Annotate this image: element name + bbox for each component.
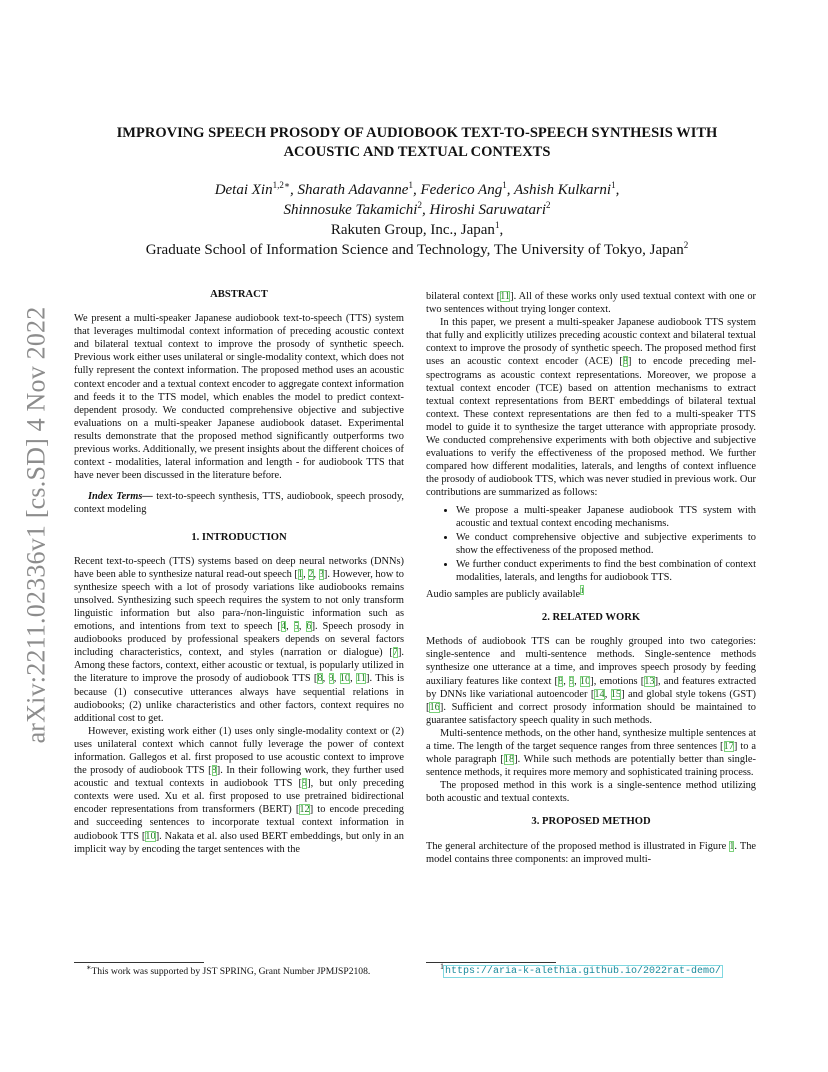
footnote-mark: 1 bbox=[440, 961, 444, 971]
affiliation: Graduate School of Information Science and Technology, The University of Tokyo, Japan bbox=[145, 242, 684, 258]
affiliation-line bbox=[74, 240, 760, 260]
footnote-funding bbox=[86, 962, 371, 977]
affil-mark: 2 bbox=[683, 240, 689, 250]
abstract-text: We present a multi-speaker Japanese audiobook text-to-speech (TTS) system that leverages multimodal context information of preceding acoustic context and bilateral textual context to improve the prosody of synthetic speech. Previous work either uses unilateral or single-modality context, which does not fully represent the context information. The proposed method uses an acoustic context encoder and a textual context encoder to aggregate context information and feeds it to the TTS model, which enables the model to predict context-dependent prosody. We conducted comprehensive objective and subjective evaluations on a multi-speaker Japanese audiobook dataset. Experimental results demonstrate that the proposed method significantly outperforms two previous works. Additionally, we present insights about the different choices of context - modalities, lateral information and length - for audiobook TTS that have never been discussed in the literature before. bbox=[74, 313, 404, 482]
author-name: Detai Xin bbox=[214, 182, 273, 198]
citation-link[interactable]: 5 bbox=[293, 621, 299, 633]
left-column bbox=[74, 288, 404, 856]
citation-link[interactable]: 6 bbox=[306, 621, 312, 633]
title-line: IMPROVING SPEECH PROSODY OF AUDIOBOOK TEXT-TO-SPEECH SYNTHESIS WITH bbox=[116, 125, 718, 141]
related-work-paragraph-2: Multi-sentence methods, on the other hand, synthesize multiple sentences at a time. The length of the target sequence ranges from three sentences [17] to a whole paragraph [18]. While such methods are potentially better than single-sentence methods, it requires more memory and sophisticated training process. bbox=[426, 727, 756, 779]
footnote-rule bbox=[426, 962, 556, 963]
citation-link[interactable]: 16 bbox=[429, 701, 440, 713]
intro-paragraph-1: Recent text-to-speech (TTS) systems based on deep neural networks (DNNs) have been able to synthesize natural read-out speech [1, 2, 3]. However, how to synthesize speech with a lot of prosody variations like audiobooks remains unsolved. Synthesizing such speech requires the system to not only transform linguistic information but also para-/non-linguistic information such as emotions, and intentions from text to speech [4, 5, 6]. Speech prosody in audiobooks produced by professional speakers depends on several factors including characteristics, context, and styles (narration or dialogue) [7]. Among these factors, context, either acoustic or textual, is popularly utilized in the literature to improve the prosody of audiobook TTS [8, 9, 10, 11]. This is because (1) consecutive utterances always have sequential relations in audiobooks; (2) unlike characteristics and other factors, context requires no additional cost to get. bbox=[74, 555, 405, 724]
audio-samples-note: Audio samples are publicly available$^1$ bbox=[426, 584, 585, 601]
citation-link[interactable]: 10 bbox=[579, 675, 591, 687]
index-terms-label: Index Terms— bbox=[88, 491, 153, 503]
author-line: Detai Xin$^{1,2∗}$, Sharath Adavanne$^1$, Federico Ang$^1$, Ashish Kulkarni$^1$, bbox=[214, 180, 620, 198]
list-item: • We further conduct experiments to find the best combination of context modalities, laterals, and lengths for audiobook TTS. bbox=[456, 558, 756, 584]
arxiv-stamp-text: arXiv:2211.02336v1 [cs.SD] 4 Nov 2022 bbox=[21, 306, 51, 744]
citation-link[interactable]: 8 bbox=[211, 765, 217, 777]
affil-mark: 1 bbox=[494, 220, 500, 230]
affiliation-line: Rakuten Group, Inc., Japan$^1$, bbox=[330, 220, 504, 238]
related-work-paragraph-3: The proposed method in this work is a single-sentence method utilizing both acoustic and textual contexts. bbox=[426, 780, 756, 805]
citation-link[interactable]: 10 bbox=[339, 673, 351, 685]
affil-mark: 1 bbox=[502, 180, 507, 190]
author-name: Federico Ang bbox=[420, 182, 503, 198]
abstract-heading: ABSTRACT bbox=[210, 289, 268, 300]
footnote-link[interactable]: 1 bbox=[580, 584, 585, 595]
related-work-heading: 2. RELATED WORK bbox=[541, 612, 641, 624]
list-item: • We conduct comprehensive objective and subjective experiments to show the effectiveness of the proposed method. bbox=[456, 531, 756, 557]
index-terms bbox=[74, 490, 404, 516]
citation-link[interactable]: 12 bbox=[299, 804, 310, 816]
citation-link[interactable]: 13 bbox=[644, 675, 655, 687]
citation-link[interactable]: 10 bbox=[145, 830, 156, 842]
citation-link[interactable]: 1 bbox=[297, 568, 304, 580]
affil-mark: 2 bbox=[546, 200, 551, 210]
citation-link[interactable]: 8 bbox=[622, 356, 629, 368]
citation-link[interactable]: 15 bbox=[610, 688, 622, 700]
intro-paragraph-2: However, existing work either (1) uses only single-modality context or (2) uses unilateral context which cannot fully leverage the power of context information. Gallegos et al. first proposed to use acoustic context to improve the prosody of audiobook TTS [8]. In their following work, they further used acoustic and textual contexts in audiobook TTS [9], but only preceding contexts were used. Xu et al. first proposed to use pretrained bidirectional encoder representations from transformers (BERT) [12] to encode preceding and succeeding sentences to incorporate textual context information in audiobook TTS [10]. Nakata et al. also used BERT embeddings, but only in an implicit way by encoding the target sentences with the bbox=[74, 725, 404, 855]
proposed-method-heading: 3. PROPOSED METHOD bbox=[531, 816, 651, 828]
related-work-paragraph-1: Methods of audiobook TTS can be roughly grouped into two categories: single-sentence and multi-sentence methods. Single-sentence methods synthesize one utterance at a time, and improves speech prosody by feeding auxiliary features like context [8, 9, 10], emotions [13], and features extracted by DNNs like variational autoencoder [14, 15] and global style tokens (GST) [16]. Sufficient and correct prosody information should be maintained to guarantee satisfactory speech quality in such methods. bbox=[426, 636, 757, 726]
citation-link[interactable]: 9 bbox=[301, 778, 308, 790]
footnote-url bbox=[440, 961, 722, 977]
affiliation: Rakuten Group, Inc., Japan bbox=[330, 222, 495, 238]
author-name: Sharath Adavanne bbox=[297, 182, 409, 198]
citation-link[interactable]: 11 bbox=[356, 673, 367, 685]
arxiv-identifier bbox=[14, 290, 58, 760]
demo-url-link[interactable]: https://aria-k-alethia.github.io/2022rat-demo/ bbox=[445, 966, 722, 977]
footnote-rule bbox=[74, 962, 204, 963]
proposed-method-paragraph-1: The general architecture of the proposed method is illustrated in Figure 1. The model contains three components: an improved multi- bbox=[426, 840, 756, 865]
figure-link[interactable]: 1 bbox=[729, 840, 735, 852]
author-block bbox=[74, 180, 760, 260]
intro-continuation: bilateral context [11]. All of these works only used textual context with one or two sentences without trying longer context. bbox=[426, 291, 757, 316]
list-item: • We propose a multi-speaker Japanese audiobook TTS system with acoustic and textual context encoding mechanisms. bbox=[456, 504, 756, 530]
intro-heading: 1. INTRODUCTION bbox=[191, 531, 287, 543]
footnote-mark: ∗ bbox=[86, 962, 92, 972]
citation-link[interactable]: 14 bbox=[594, 688, 605, 700]
author-name: Ashish Kulkarni bbox=[513, 182, 612, 198]
citation-link[interactable]: 18 bbox=[503, 754, 515, 766]
citation-link[interactable]: 2 bbox=[308, 568, 314, 580]
citation-link[interactable]: 8 bbox=[558, 675, 564, 687]
citation-link[interactable]: 17 bbox=[723, 741, 734, 752]
affil-mark: 1 bbox=[611, 180, 616, 190]
citation-link[interactable]: 3 bbox=[318, 568, 324, 580]
index-terms-text: text-to-speech synthesis, TTS, audiobook, speech prosody, context modeling bbox=[74, 491, 404, 516]
citation-link[interactable]: 7 bbox=[392, 647, 398, 659]
citation-link[interactable]: 4 bbox=[280, 621, 287, 633]
author-name: Hiroshi Saruwatari bbox=[429, 202, 547, 218]
citation-link[interactable]: 8 bbox=[317, 673, 323, 685]
intro-paragraph-3: In this paper, we present a multi-speaker Japanese audiobook TTS system that fully and explicitly utilizes preceding acoustic context and bilateral textual context to improve the prosody of synthetic speech. The proposed method first uses an acoustic context encoder (ACE) [8] to encode preceding mel-spectrograms as acoustic context representations. Moreover, we propose a textual context encoder (TCE) based on attention mechanisms to extract textual context representations from BERT embeddings of bilateral textual context. These context representations are then fed to a multi-speaker TTS model to guide it to synthesize the target utterance with appropriate prosody. We conducted comprehensive experiments with both objective and subjective evaluations to verify the effectiveness of the proposed method. We further compared how different modalities, laterals, and lengths of context influence the prosody of audiobook TTS, which was never studied in previous work. Our contributions are summarized as follows: bbox=[426, 317, 756, 499]
contribution-list bbox=[426, 504, 756, 585]
citation-link[interactable]: 11 bbox=[500, 291, 511, 302]
paper-title bbox=[74, 124, 760, 162]
right-column bbox=[426, 290, 756, 866]
title-line: ACOUSTIC AND TEXTUAL CONTEXTS bbox=[283, 144, 551, 160]
author-name: Shinnosuke Takamichi bbox=[283, 202, 418, 218]
author-line: Shinnosuke Takamichi$^2$, Hiroshi Saruwatari$^2$ bbox=[283, 200, 551, 218]
affil-mark: 2 bbox=[417, 200, 422, 210]
affil-mark: 1,2∗ bbox=[272, 180, 290, 190]
footnote-text: This work was supported by JST SPRING, Grant Number JPMJSP2108. bbox=[91, 966, 371, 977]
affil-mark: 1 bbox=[408, 180, 413, 190]
citation-link[interactable]: 9 bbox=[568, 675, 575, 687]
citation-link[interactable]: 9 bbox=[328, 673, 334, 685]
